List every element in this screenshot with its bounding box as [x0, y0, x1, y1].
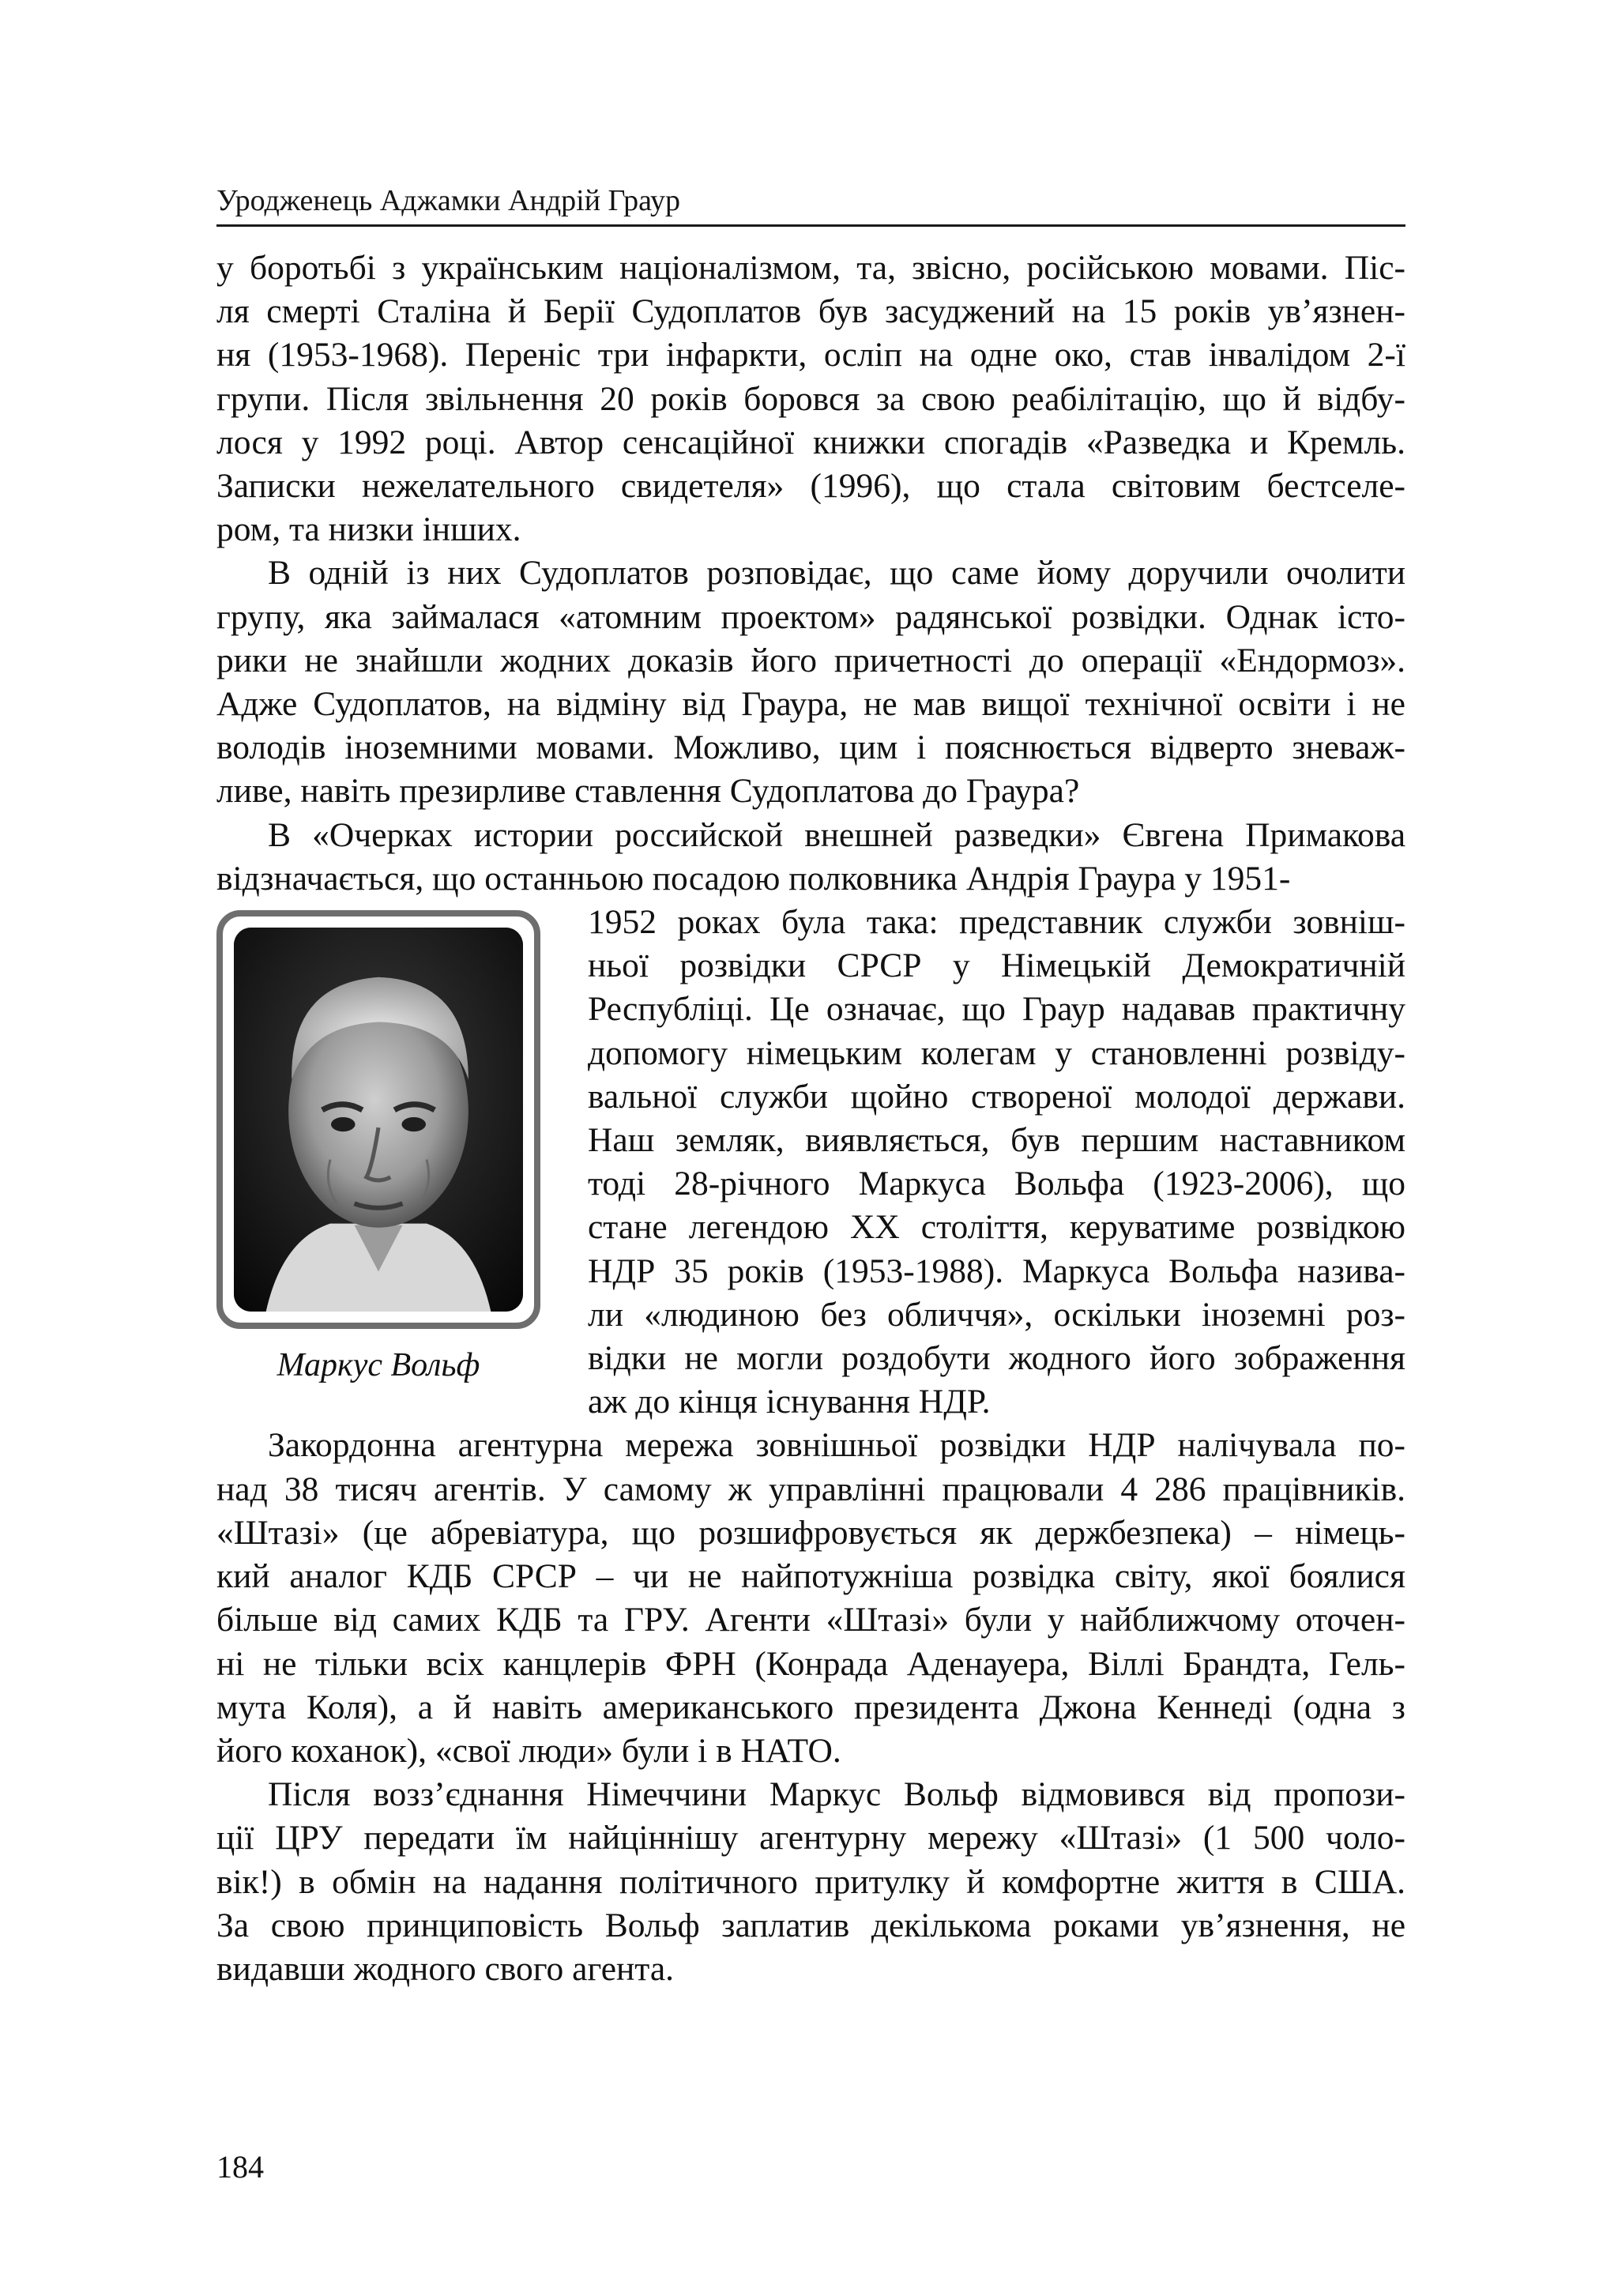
text-line: Республіці. Це означає, що Граур надавав практичну	[588, 990, 1405, 1029]
running-head: Уродженець Аджамки Андрій Граур	[216, 184, 681, 217]
text-line: Адже Судоплатов, на відміну від Граура, не мав вищої технічної освіти і не	[216, 685, 1405, 724]
header-rule	[216, 224, 1405, 227]
text-line: відки не могли роздобути жодного його зображення	[588, 1339, 1405, 1378]
text-line: відзначається, що останньою посадою полковника Андрія Граура у 1951-	[216, 859, 1291, 898]
text-line: За свою принциповість Вольф заплатив декількома роками ув’язнення, не	[216, 1906, 1405, 1944]
text-line: допомогу німецьким колегам у становленні розвіду-	[588, 1033, 1405, 1072]
text-line: кий аналог КДБ СРСР – чи не найпотужніша розвідка світу, якої боялися	[216, 1557, 1405, 1596]
page-number: 184	[216, 2149, 264, 2185]
portrait-figure	[216, 901, 553, 1387]
text-line: лося у 1992 році. Автор сенсаційної книжки спогадів «Разведка и Кремль.	[216, 423, 1405, 461]
text-line: В «Очерках истории российской внешней разведки» Євгена Примакова	[268, 815, 1405, 854]
text-line: Записки нежелательного свидетеля» (1996), що стала світовим бестселе-	[216, 467, 1405, 506]
text-line: групу, яка займалася «атомним проектом» радянської розвідки. Однак істо-	[216, 597, 1405, 636]
text-line: ливе, навіть презирливе ставлення Судоплатова до Граура?	[216, 772, 1080, 811]
portrait-caption: Маркус Вольф	[277, 1347, 480, 1384]
portrait-image	[234, 928, 523, 1312]
text-line: мута Коля), а й навіть американського президента Джона Кеннеді (одна з	[216, 1688, 1405, 1726]
text-line: аж до кінця існування НДР.	[588, 1383, 991, 1421]
text-line: Закордонна агентурна мережа зовнішньої розвідки НДР налічувала по-	[268, 1426, 1405, 1465]
text-line: В одній із них Судоплатов розповідає, що саме йому доручили очолити	[268, 554, 1405, 593]
portrait-frame	[216, 910, 540, 1329]
text-line: стане легендою XX століття, керуватиме розвідкою	[588, 1208, 1405, 1247]
portrait-photo	[234, 928, 523, 1312]
paragraph-5	[216, 1424, 1405, 1773]
text-line: Після возз’єднання Німеччини Маркус Вольф відмовився від пропози-	[268, 1775, 1405, 1814]
text-line: його коханок), «свої люди» були і в НАТО.	[216, 1731, 841, 1770]
text-line: ня (1953-1968). Переніс три інфаркти, осліп на одне око, став інвалідом 2-ї	[216, 336, 1405, 375]
text-line: 1952 роках була така: представник служби зовніш-	[588, 903, 1405, 942]
text-line: ньої розвідки СРСР у Німецькій Демократичній	[588, 947, 1405, 985]
text-line: ні не тільки всіх канцлерів ФРН (Конрада Аденауера, Віллі Брандта, Гель-	[216, 1644, 1405, 1683]
text-line: Наш земляк, виявляється, був першим наставником	[588, 1121, 1405, 1160]
text-line: ля смерті Сталіна й Берії Судоплатов був засуджений на 15 років ув’язнен-	[216, 292, 1405, 331]
text-line: видавши жодного свого агента.	[216, 1949, 675, 1988]
text-line: у боротьбі з українським націоналізмом, та, звісно, російською мовами. Піс-	[216, 249, 1405, 287]
body-text	[216, 247, 1405, 1991]
paragraph-3	[216, 814, 1405, 901]
text-line: ції ЦРУ передати їм найціннішу агентурну мережу «Штазі» (1 500 чоло-	[216, 1819, 1405, 1858]
text-line: ром, та низки інших.	[216, 510, 521, 549]
paragraph-1	[216, 247, 1405, 551]
text-line: більше від самих КДБ та ГРУ. Агенти «Штазі» були у найближчому оточен-	[216, 1601, 1405, 1639]
paragraph-2	[216, 551, 1405, 813]
text-line: вальної служби щойно створеної молодої держави.	[588, 1077, 1405, 1116]
text-line: вік!) в обмін на надання політичного притулку й комфортне життя в США.	[216, 1862, 1405, 1901]
text-line: ли «людиною без обличчя», оскільки іноземні роз-	[588, 1295, 1405, 1334]
text-line: тоді 28-річного Маркуса Вольфа (1923-2006), що	[588, 1165, 1405, 1203]
text-line: групи. Після звільнення 20 років боровся за свою реабілітацію, що й відбу-	[216, 379, 1405, 418]
text-line: «Штазі» (це абревіатура, що розшифровується як держбезпека) – німець-	[216, 1513, 1405, 1552]
text-line: НДР 35 років (1953-1988). Маркуса Вольфа назива-	[588, 1252, 1405, 1290]
text-line: над 38 тисяч агентів. У самому ж управлінні працювали 4 286 працівників.	[216, 1470, 1405, 1508]
text-line: володів іноземними мовами. Можливо, цим і пояснюється відверто зневаж-	[216, 728, 1405, 767]
text-line: рики не знайшли жодних доказів його причетності до операції «Ендормоз».	[216, 641, 1405, 679]
paragraph-6	[216, 1773, 1405, 1991]
